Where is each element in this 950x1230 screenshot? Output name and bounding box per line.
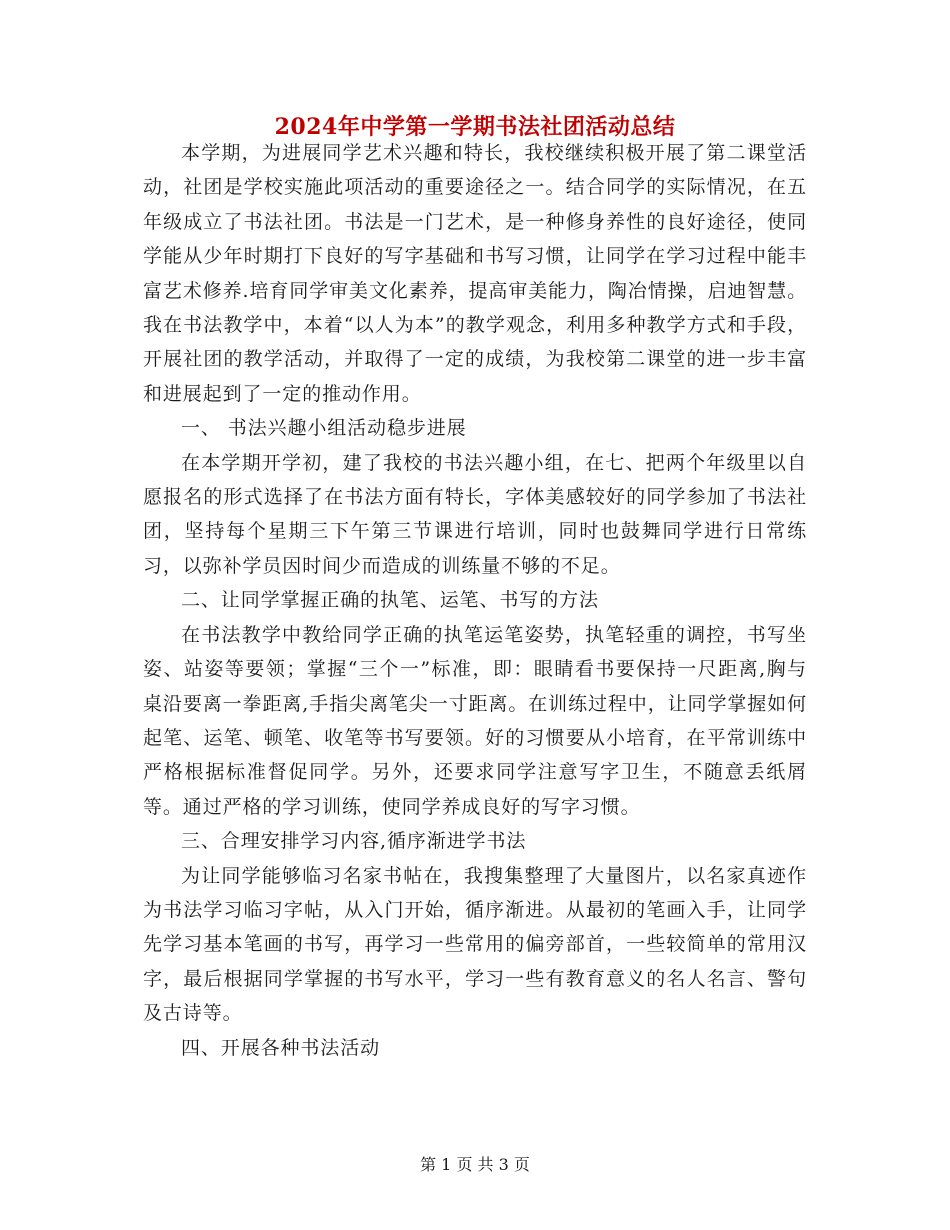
section-heading-4: 四、开展各种书法活动 [181,1036,381,1059]
section-heading-2: 二、让同学掌握正确的执笔、运笔、书写的方法 [181,589,599,612]
page-footer: 第 1 页 共 3 页 [420,1155,530,1174]
section-heading-1: 一、 书法兴趣小组活动稳步进展 [181,417,467,440]
section-2-paragraph: 在书法教学中教给同学正确的执笔运笔姿势，执笔轻重的调控，书写坐姿、站姿等要领；掌握“三个一”标准，即：眼睛看书要保持一尺距离,胸与桌沿要离一拳距离,手指尖离笔尖一寸距离。在训练过程中，让同学掌握如何起笔、运笔、顿笔、收笔等书写要领。好的习惯要从小培育，在平常训练中严格根据标准督促同学。另外，还要求同学注意写字卫生，不随意丢纸屑等。通过严格的学习训练，使同学养成良好的写字习惯。 [143,623,807,818]
section-heading-3: 三、合理安排学习内容,循序渐进学书法 [181,830,527,853]
document-title: 2024年中学第一学期书法社团活动总结 [274,114,676,140]
section-3-paragraph: 为让同学能够临习名家书帖在，我搜集整理了大量图片，以名家真迹作为书法学习临习字帖，从入门开始，循序渐进。从最初的笔画入手，让同学先学习基本笔画的书写，再学习一些常用的偏旁部首，一些较简单的常用汉字，最后根据同学掌握的书写水平，学习一些有教育意义的名人名言、警句及古诗等。 [143,864,807,1025]
section-1-paragraph: 在本学期开学初，建了我校的书法兴趣小组，在七、把两个年级里以自愿报名的形式选择了在书法方面有特长，字体美感较好的同学参加了书法社团，坚持每个星期三下午第三节课进行培训，同时也鼓舞同学进行日常练习，以弥补学员因时间少而造成的训练量不够的不足。 [143,451,807,577]
document-body [143,136,807,1065]
intro-paragraph: 本学期，为进展同学艺术兴趣和特长，我校继续积极开展了第二课堂活动，社团是学校实施此项活动的重要途径之一。结合同学的实际情况，在五年级成立了书法社团。书法是一门艺术，是一种修身养性的良好途径，使同学能从少年时期打下良好的写字基础和书写习惯，让同学在学习过程中能丰富艺术修养.培育同学审美文化素养，提高审美能力，陶冶情操，启迪智慧。我在书法教学中，本着“以人为本”的教学观念，利用多种教学方式和手段，开展社团的教学活动，并取得了一定的成绩，为我校第二课堂的进一步丰富和进展起到了一定的推动作用。 [143,142,807,405]
